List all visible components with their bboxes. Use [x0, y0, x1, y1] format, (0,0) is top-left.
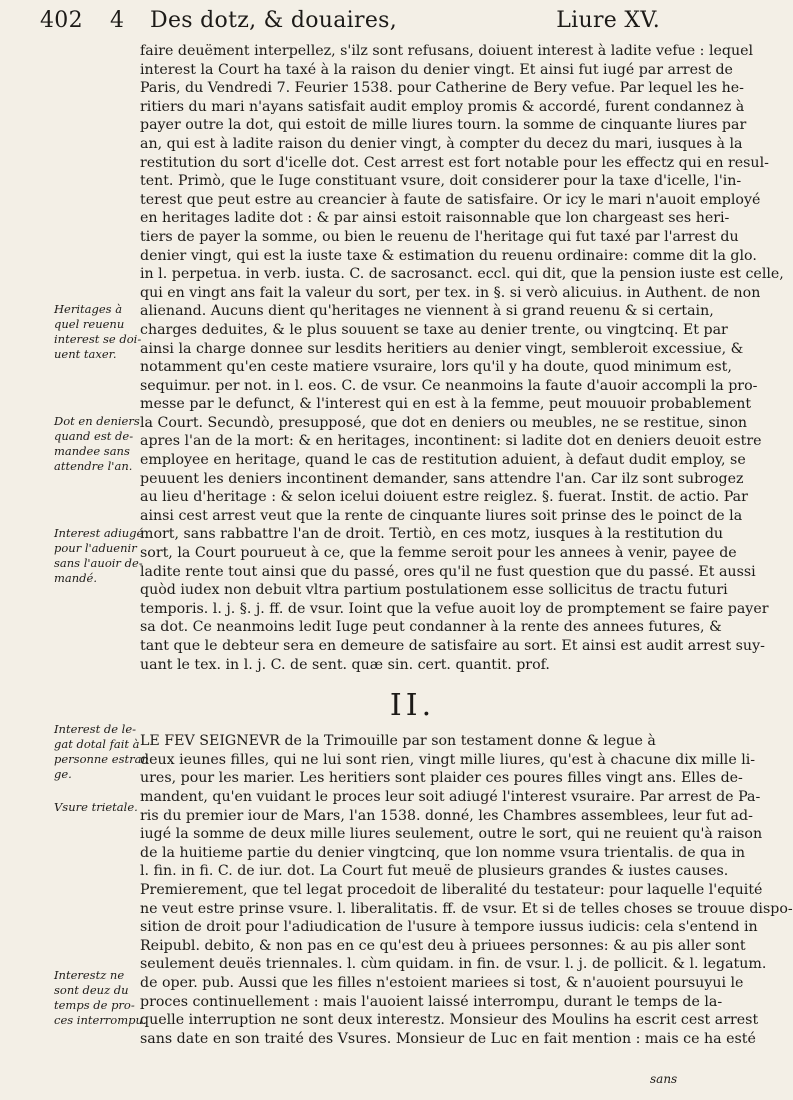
- text-line: la Court. Secundò, presupposé, que dot en deniers ou meubles, ne se restitue, sinon: [140, 414, 748, 431]
- text-line: l. fin. in fi. C. de iur. dot. La Court fut meuë de plusieurs grandes & iustes causes.: [140, 863, 729, 880]
- margin-note-line: mandee sans: [54, 444, 130, 458]
- text-line: notamment qu'en ceste matiere vsuraire, lors qu'il y ha doute, quod minimum est,: [140, 359, 732, 376]
- margin-note-line: attendre l'an.: [54, 459, 133, 473]
- margin-note-line: pour l'aduenir: [54, 541, 137, 555]
- text-line: sort, la Court pourueut à ce, que la femme seroit pour les annees à venir, payee de: [140, 545, 737, 562]
- text-line: denier vingt, qui est la iuste taxe & estimation du reuenu ordinaire: comme dit la glo.: [140, 247, 757, 264]
- text-line: LE FEV SEIGNEVR de la Trimouille par son testament donne & legue à: [140, 733, 656, 750]
- text-line: ritiers du mari n'ayans satisfait audit employ promis & accordé, furent condannez à: [140, 98, 745, 115]
- text-line: proces continuellement : mais l'auoient laissé interrompu, durant le temps de la-: [140, 993, 723, 1010]
- margin-note-line: Heritages à: [54, 302, 123, 316]
- page-number: 402: [40, 8, 83, 33]
- text-line: qui en vingt ans fait la valeur du sort, per tex. in §. si verò alicuius. in Authent. de non: [140, 284, 761, 301]
- text-line: in l. perpetua. in verb. iusta. C. de sacrosanct. eccl. qui dit, que la pension iuste est celle,: [140, 266, 784, 283]
- text-line: terest que peut estre au creancier à faute de satisfaire. Or icy le mari n'auoit employé: [140, 191, 761, 208]
- margin-note-line: mandé.: [54, 571, 97, 585]
- text-line: charges deduites, & le plus souuent se taxe au denier trente, ou vingtcinq. Et par: [140, 321, 728, 338]
- margin-note-line: Interest adiugé: [54, 526, 144, 540]
- book-label: Liure XV.: [556, 8, 660, 33]
- catchword: sans: [650, 1072, 678, 1086]
- text-line: mort, sans rabbattre l'an de droit. Tertiò, en ces motz, iusques à la restitution du: [140, 526, 724, 543]
- text-line: apres l'an de la mort: & en heritages, incontinent: si ladite dot en deniers deuoit estre: [140, 433, 762, 450]
- margin-note-line: Dot en deniers: [54, 414, 140, 428]
- margin-note-line: personne estran: [54, 752, 149, 766]
- text-line: tiers de payer la somme, ou bien le reuenu de l'heritage qui fut taxé par l'arrest du: [140, 228, 739, 245]
- margin-note-line: temps de pro-: [54, 998, 135, 1012]
- text-line: ris du premier iour de Mars, l'an 1538. donné, les Chambres assemblees, leur fut ad-: [140, 807, 753, 824]
- margin-note-line: interest se doi-: [54, 332, 142, 346]
- text-line: interest la Court ha taxé à la raison du denier vingt. Et ainsi fut iugé par arrest de: [140, 61, 733, 78]
- text-line: mandent, qu'en vuidant le proces leur soit adiugé l'interest vsuraire. Par arrest de Pa-: [140, 788, 761, 805]
- margin-note-line: quel reuenu: [54, 317, 125, 331]
- margin-note-line: ge.: [54, 767, 72, 781]
- text-line: alienand. Aucuns dient qu'heritages ne viennent à si grand reuenu & si certain,: [140, 303, 714, 320]
- text-line: ainsi cest arrest veut que la rente de cinquante liures soit prinse des le poinct de la: [140, 507, 743, 524]
- text-line: quòd iudex non debuit vltra partium postulationem esse sollicitus de tractu futuri: [140, 582, 728, 599]
- text-line: de la huitieme partie du denier vingtcinq, que lon nomme vsura trientalis. de qua in: [140, 844, 745, 861]
- text-line: Paris, du Vendredi 7. Feurier 1538. pour Catherine de Bery vefue. Par lequel les he-: [140, 80, 744, 97]
- margin-note: [54, 302, 142, 362]
- text-line: en heritages ladite dot : & par ainsi estoit raisonnable que lon chargeast ses heri-: [140, 210, 730, 227]
- text-line: peuuent les deniers incontinent demander, sans attendre l'an. Car ilz sont subrogez: [140, 470, 744, 487]
- text-line: sa dot. Ce neanmoins ledit Iuge peut condanner à la rente des annees futures, &: [140, 619, 722, 636]
- signature-mark: 4: [110, 8, 125, 33]
- text-line: restitution du sort d'icelle dot. Cest arrest est fort notable pour les effectz qui en resul-: [140, 154, 769, 171]
- margin-note-line: quand est de-: [54, 429, 134, 443]
- paragraph-trimouille: [140, 732, 793, 1048]
- text-line: deux ieunes filles, qui ne lui sont rien, vingt mille liures, qu'est à chacune dix mille li-: [140, 751, 756, 768]
- margin-note: [54, 414, 138, 474]
- text-line: quelle interruption ne sont deux interestz. Monsieur des Moulins ha escrit cest arrest: [140, 1012, 759, 1029]
- text-line: iugé la somme de deux mille liures seulement, outre le sort, qui ne reuient qu'à raison: [140, 826, 763, 843]
- margin-note: [54, 968, 147, 1028]
- text-line: ainsi la charge donnee sur lesdits heritiers au denier vingt, sembleroit excessiue, &: [140, 340, 744, 357]
- text-line: payer outre la dot, qui estoit de mille liures tourn. la somme de cinquante liures par: [140, 117, 747, 134]
- margin-note-line: ces interrompu.: [54, 1013, 147, 1027]
- text-line: sequimur. per not. in l. eos. C. de vsur. Ce neanmoins la faute d'auoir accompli la pro-: [140, 377, 758, 394]
- margin-note: [54, 722, 149, 782]
- text-line: uant le tex. in l. j. C. de sent. quæ sin. cert. quantit. prof.: [140, 656, 550, 673]
- text-line: tant que le debteur sera en demeure de satisfaire au sort. Et ainsi est audit arrest suy-: [140, 638, 765, 654]
- margin-note: [54, 800, 138, 815]
- text-line: ladite rente tout ainsi que du passé, ores qu'il ne fust question que du passé. Et aussi: [140, 563, 756, 580]
- text-line: Premierement, que tel legat procedoit de liberalité du testateur: pour laquelle l'equité: [140, 881, 763, 898]
- margin-note-line: Interest de le-: [54, 722, 137, 736]
- margin-note-line: gat dotal fait à: [54, 737, 140, 751]
- text-line: seulement deuës triennales. l. cùm quidam. in fin. de vsur. l. j. de pollicit. & l. legatum.: [140, 956, 767, 973]
- section-number: II.: [389, 688, 436, 724]
- running-title: Des dotz, & douaires,: [150, 8, 398, 33]
- text-line: Reipubl. debito, & non pas en ce qu'est deu à priuees personnes: & au pis aller sont: [140, 937, 746, 954]
- main-text-column: [140, 42, 793, 1048]
- text-line: au lieu d'heritage : & selon icelui doiuent estre reiglez. §. fuerat. Instit. de actio. Par: [140, 489, 748, 506]
- running-header: [40, 8, 660, 42]
- margin-note-line: uent taxer.: [54, 347, 117, 361]
- margin-note-line: sans l'auoir de-: [54, 556, 143, 570]
- paragraph-arrest-paris: [140, 42, 784, 674]
- text-line: de oper. pub. Aussi que les filles n'estoient mariees si tost, & n'auoient poursuyui le: [140, 974, 744, 991]
- text-line: faire deuëment interpellez, s'ilz sont refusans, doiuent interest à ladite vefue : lequel: [140, 43, 754, 59]
- text-line: an, qui est à ladite raison du denier vingt, à compter du decez du mari, iusques à la: [140, 135, 743, 152]
- text-line: tent. Primò, que le Iuge constituant vsure, doit considerer pour la taxe d'icelle, l'in-: [140, 173, 742, 190]
- text-line: employee en heritage, quand le cas de restitution aduient, à defaut dudit employ, se: [140, 452, 746, 469]
- text-line: messe par le defunct, & l'interest qui en est à la femme, peut mouuoir probablement: [140, 396, 752, 413]
- text-line: temporis. l. j. §. j. ff. de vsur. Ioint que la vefue auoit loy de promptement se faire payer: [140, 600, 769, 617]
- margin-note: [54, 526, 144, 586]
- text-line: sition de droit pour l'adiudication de l'usure à tempore iussus iudicis: cela s'entend in: [140, 919, 758, 936]
- text-line: ures, pour les marier. Les heritiers sont plaider ces poures filles vingt ans. Elles de-: [140, 770, 743, 787]
- margin-note-line: Interestz ne: [54, 968, 125, 982]
- margin-note-line: Vsure trietale.: [54, 800, 138, 814]
- margin-note-line: sont deuz du: [54, 983, 129, 997]
- text-line: ne veut estre prinse vsure. l. liberalitatis. ff. de vsur. Et si de telles choses se trouue dispo-: [140, 900, 793, 917]
- text-line: sans date en son traité des Vsures. Monsieur de Luc en fait mention : mais ce ha esté: [140, 1030, 756, 1047]
